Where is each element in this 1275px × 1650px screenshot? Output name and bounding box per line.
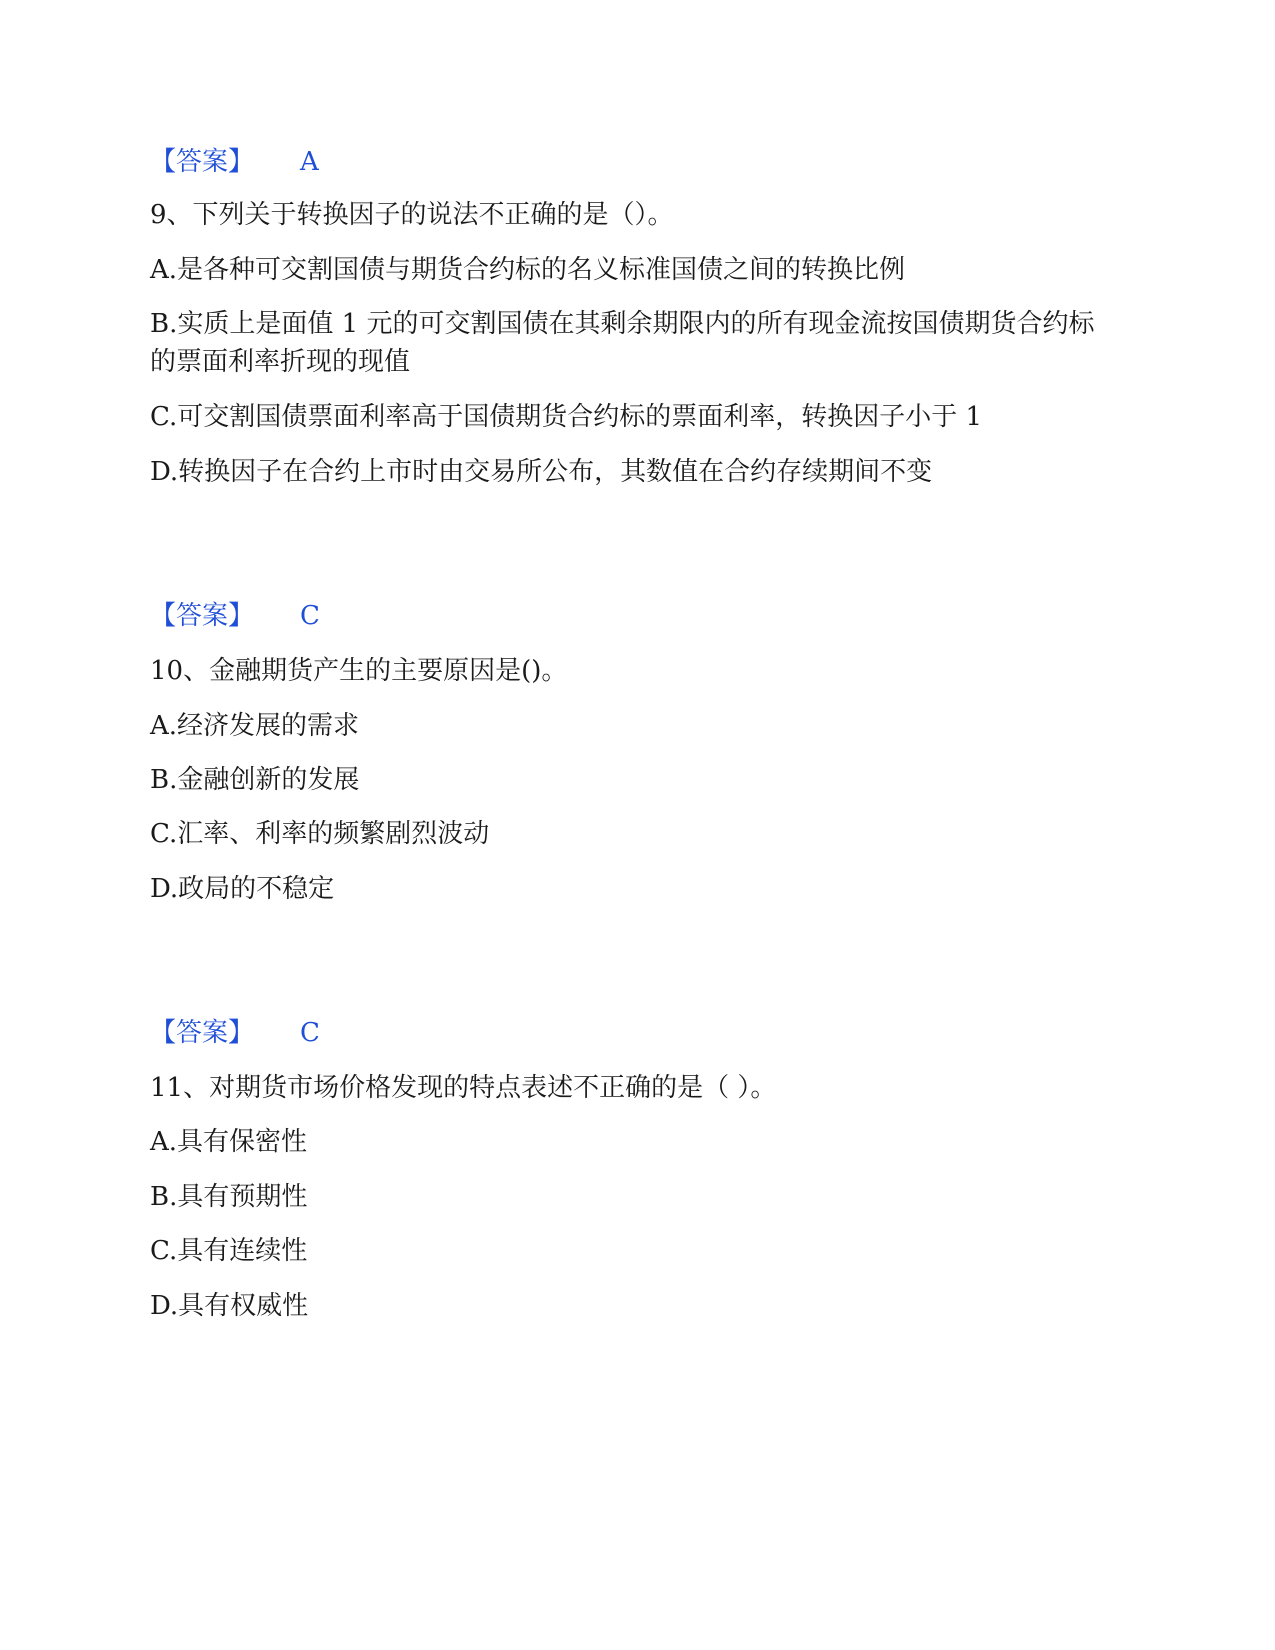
option-a: A.具有保密性	[150, 1127, 308, 1157]
option-c: C.具有连续性	[150, 1236, 308, 1266]
question-text: 10、金融期货产生的主要原因是()。	[150, 656, 568, 686]
question-text: 11、对期货市场价格发现的特点表述不正确的是（ ）。	[150, 1073, 777, 1103]
option-d: D.政局的不稳定	[150, 874, 335, 904]
option-d: D.具有权威性	[150, 1291, 309, 1321]
answer-label: 【答案】	[150, 147, 255, 177]
answer-value: C	[300, 601, 320, 631]
option-b: B.具有预期性	[150, 1182, 308, 1212]
answer-line	[150, 597, 1120, 635]
option-a: A.是各种可交割国债与期货合约标的名义标准国债之间的转换比例	[150, 255, 906, 285]
answer-label: 【答案】	[150, 1018, 255, 1048]
answer-value: C	[300, 1018, 320, 1048]
answer-value: A	[300, 147, 319, 177]
option-c: C.可交割国债票面利率高于国债期货合约标的票面利率，转换因子小于 1	[150, 402, 983, 432]
answer-line	[150, 1014, 1120, 1052]
option-a: A.经济发展的需求	[150, 711, 360, 741]
option-b: B.实质上是面值 1 元的可交割国债在其剩余期限内的所有现金流按国债期货合约标的票面利率折现的现值	[150, 309, 1095, 377]
answer-line	[150, 143, 1120, 181]
option-c: C.汇率、利率的频繁剧烈波动	[150, 819, 490, 849]
option-b: B.金融创新的发展	[150, 765, 360, 795]
question-text: 9、下列关于转换因子的说法不正确的是（）。	[150, 200, 674, 230]
answer-label: 【答案】	[150, 601, 255, 631]
option-d: D.转换因子在合约上市时由交易所公布，其数值在合约存续期间不变	[150, 457, 933, 487]
